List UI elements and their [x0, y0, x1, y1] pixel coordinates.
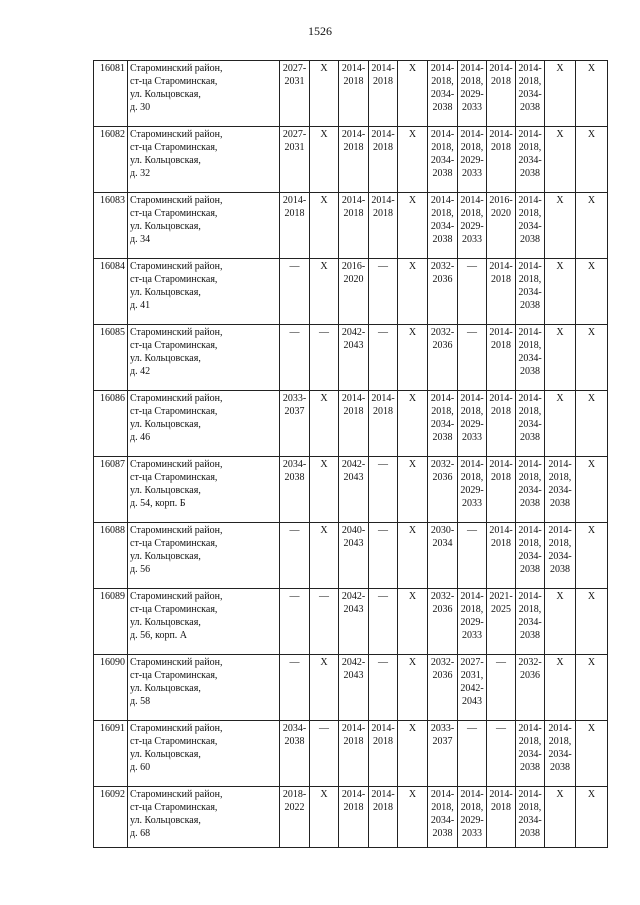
address-cell	[128, 655, 280, 721]
period-cell: 2034- 2038	[280, 721, 310, 787]
address-line: ст-ца Староминская,	[130, 340, 218, 351]
address-line: ул. Кольцовская,	[130, 617, 201, 628]
period-cell: 2014- 2018	[369, 127, 398, 193]
period-cell: 2018- 2022	[280, 787, 310, 848]
period-cell: 2014- 2018	[487, 523, 516, 589]
period-cell: 2014- 2018, 2034- 2038	[428, 787, 458, 848]
period-cell: Х	[398, 259, 428, 325]
table-row	[94, 457, 608, 523]
period-cell: 2014- 2018	[339, 193, 369, 259]
period-cell: Х	[576, 655, 608, 721]
period-cell: Х	[398, 787, 428, 848]
period-cell: 2014- 2018, 2029- 2033	[458, 589, 487, 655]
period-cell: 2032- 2036	[428, 259, 458, 325]
period-cell: 2014- 2018, 2034- 2038	[545, 457, 576, 523]
period-cell: 2042- 2043	[339, 589, 369, 655]
address-line: ст-ца Староминская,	[130, 538, 218, 549]
period-cell: —	[310, 325, 339, 391]
table-row	[94, 193, 608, 259]
table-row	[94, 721, 608, 787]
period-cell: —	[280, 325, 310, 391]
address-cell	[128, 127, 280, 193]
period-cell: 2033- 2037	[428, 721, 458, 787]
page-number: 1526	[308, 24, 332, 38]
period-cell: Х	[576, 193, 608, 259]
table-row	[94, 655, 608, 721]
row-number: 16083	[94, 193, 128, 259]
address-line: ул. Кольцовская,	[130, 353, 201, 364]
period-cell: 2014- 2018, 2034- 2038	[516, 61, 545, 127]
address-line: ст-ца Староминская,	[130, 406, 218, 417]
period-cell: 2030- 2034	[428, 523, 458, 589]
period-cell: 2032- 2036	[428, 655, 458, 721]
period-cell: 2014- 2018, 2034- 2038	[516, 391, 545, 457]
period-cell: Х	[576, 127, 608, 193]
table-row	[94, 259, 608, 325]
address-line: Староминский район,	[130, 591, 223, 602]
address-line: ул. Кольцовская,	[130, 683, 201, 694]
period-cell: 2014- 2018, 2029- 2033	[458, 457, 487, 523]
period-cell: Х	[545, 259, 576, 325]
period-cell: —	[369, 259, 398, 325]
address-line: ст-ца Староминская,	[130, 274, 218, 285]
address-line: Староминский район,	[130, 393, 223, 404]
row-number: 16085	[94, 325, 128, 391]
address-line: д. 68	[130, 828, 151, 839]
address-line: ул. Кольцовская,	[130, 155, 201, 166]
address-line: д. 41	[130, 300, 151, 311]
period-cell: 2014- 2018, 2034- 2038	[516, 127, 545, 193]
row-number: 16091	[94, 721, 128, 787]
period-cell: Х	[576, 589, 608, 655]
period-cell: —	[280, 655, 310, 721]
schedule-table	[93, 60, 608, 848]
period-cell: Х	[545, 193, 576, 259]
period-cell: Х	[576, 721, 608, 787]
period-cell: Х	[398, 523, 428, 589]
address-cell	[128, 721, 280, 787]
period-cell: 2014- 2018, 2034- 2038	[516, 259, 545, 325]
period-cell: 2014- 2018, 2034- 2038	[516, 787, 545, 848]
period-cell: Х	[310, 457, 339, 523]
period-cell: 2014- 2018	[487, 787, 516, 848]
table-row	[94, 589, 608, 655]
period-cell: Х	[545, 61, 576, 127]
address-cell	[128, 589, 280, 655]
address-line: д. 60	[130, 762, 151, 773]
address-line: ст-ца Староминская,	[130, 472, 218, 483]
period-cell: Х	[310, 127, 339, 193]
address-cell	[128, 523, 280, 589]
address-line: ул. Кольцовская,	[130, 419, 201, 430]
period-cell: —	[458, 259, 487, 325]
period-cell: Х	[545, 325, 576, 391]
address-line: ул. Кольцовская,	[130, 89, 201, 100]
period-cell: —	[310, 589, 339, 655]
period-cell: Х	[576, 325, 608, 391]
period-cell: 2032- 2036	[428, 457, 458, 523]
period-cell: —	[458, 325, 487, 391]
address-line: ст-ца Староминская,	[130, 802, 218, 813]
period-cell: Х	[310, 193, 339, 259]
period-cell: Х	[398, 655, 428, 721]
period-cell: 2014- 2018, 2034- 2038	[428, 391, 458, 457]
address-line: ст-ца Староминская,	[130, 670, 218, 681]
period-cell: 2014- 2018, 2034- 2038	[516, 193, 545, 259]
period-cell: Х	[310, 787, 339, 848]
table-row	[94, 523, 608, 589]
period-cell: 2014- 2018, 2029- 2033	[458, 127, 487, 193]
address-line: ул. Кольцовская,	[130, 221, 201, 232]
period-cell: 2027- 2031	[280, 127, 310, 193]
period-cell: 2014- 2018, 2034- 2038	[545, 523, 576, 589]
period-cell: 2014- 2018, 2034- 2038	[516, 325, 545, 391]
address-line: д. 30	[130, 102, 151, 113]
address-line: ул. Кольцовская,	[130, 287, 201, 298]
period-cell: Х	[398, 193, 428, 259]
period-cell: Х	[398, 61, 428, 127]
period-cell: 2021- 2025	[487, 589, 516, 655]
period-cell: Х	[310, 523, 339, 589]
period-cell: 2014- 2018	[339, 787, 369, 848]
row-number: 16082	[94, 127, 128, 193]
address-line: ст-ца Староминская,	[130, 208, 218, 219]
period-cell: 2014- 2018, 2034- 2038	[516, 589, 545, 655]
table-row	[94, 61, 608, 127]
period-cell: 2014- 2018	[487, 61, 516, 127]
period-cell: 2014- 2018	[369, 721, 398, 787]
period-cell: 2042- 2043	[339, 655, 369, 721]
period-cell: 2014- 2018	[369, 787, 398, 848]
address-cell	[128, 259, 280, 325]
address-line: д. 32	[130, 168, 151, 179]
period-cell: 2014- 2018	[339, 127, 369, 193]
address-cell	[128, 787, 280, 848]
table-row	[94, 325, 608, 391]
address-line: ст-ца Староминская,	[130, 736, 218, 747]
period-cell: Х	[310, 61, 339, 127]
row-number: 16089	[94, 589, 128, 655]
period-cell: 2016- 2020	[339, 259, 369, 325]
period-cell: Х	[545, 655, 576, 721]
period-cell: Х	[576, 259, 608, 325]
address-line: Староминский район,	[130, 195, 223, 206]
address-cell	[128, 457, 280, 523]
period-cell: Х	[576, 457, 608, 523]
period-cell: 2014- 2018, 2029- 2033	[458, 787, 487, 848]
period-cell: Х	[398, 127, 428, 193]
table-body	[94, 61, 608, 848]
period-cell: Х	[310, 259, 339, 325]
address-line: Староминский район,	[130, 261, 223, 272]
period-cell: 2014- 2018, 2029- 2033	[458, 61, 487, 127]
period-cell: Х	[545, 787, 576, 848]
period-cell: —	[369, 523, 398, 589]
period-cell: 2042- 2043	[339, 325, 369, 391]
period-cell: 2014- 2018	[487, 259, 516, 325]
address-line: ст-ца Староминская,	[130, 142, 218, 153]
period-cell: Х	[398, 457, 428, 523]
period-cell: 2014- 2018, 2029- 2033	[458, 391, 487, 457]
address-line: ул. Кольцовская,	[130, 485, 201, 496]
row-number: 16088	[94, 523, 128, 589]
period-cell: Х	[545, 589, 576, 655]
period-cell: Х	[576, 61, 608, 127]
period-cell: —	[310, 721, 339, 787]
period-cell: 2014- 2018, 2034- 2038	[516, 457, 545, 523]
address-line: Староминский район,	[130, 657, 223, 668]
period-cell: 2014- 2018	[280, 193, 310, 259]
period-cell: —	[369, 457, 398, 523]
period-cell: 2014- 2018	[369, 391, 398, 457]
period-cell: Х	[398, 589, 428, 655]
row-number: 16092	[94, 787, 128, 848]
period-cell: —	[369, 655, 398, 721]
period-cell: —	[487, 721, 516, 787]
address-line: Староминский район,	[130, 789, 223, 800]
period-cell: 2014- 2018	[339, 391, 369, 457]
period-cell: 2014- 2018, 2034- 2038	[545, 721, 576, 787]
period-cell: 2032- 2036	[428, 325, 458, 391]
period-cell: 2014- 2018, 2029- 2033	[458, 193, 487, 259]
address-line: ул. Кольцовская,	[130, 749, 201, 760]
period-cell: 2032- 2036	[428, 589, 458, 655]
row-number: 16087	[94, 457, 128, 523]
address-line: ул. Кольцовская,	[130, 551, 201, 562]
address-line: ст-ца Староминская,	[130, 76, 218, 87]
address-line: Староминский район,	[130, 327, 223, 338]
row-number: 16090	[94, 655, 128, 721]
period-cell: 2027- 2031	[280, 61, 310, 127]
period-cell: Х	[398, 721, 428, 787]
period-cell: 2014- 2018, 2034- 2038	[428, 193, 458, 259]
period-cell: Х	[545, 391, 576, 457]
address-line: д. 54, корп. Б	[130, 498, 186, 509]
address-line: Староминский район,	[130, 129, 223, 140]
period-cell: 2014- 2018	[487, 457, 516, 523]
address-cell	[128, 193, 280, 259]
period-cell: 2014- 2018, 2034- 2038	[516, 523, 545, 589]
period-cell: 2033- 2037	[280, 391, 310, 457]
address-line: Староминский район,	[130, 723, 223, 734]
row-number: 16084	[94, 259, 128, 325]
period-cell: 2014- 2018	[369, 61, 398, 127]
address-line: Староминский район,	[130, 525, 223, 536]
period-cell: 2034- 2038	[280, 457, 310, 523]
address-line: д. 42	[130, 366, 151, 377]
period-cell: Х	[576, 391, 608, 457]
period-cell: Х	[310, 655, 339, 721]
period-cell: —	[369, 325, 398, 391]
period-cell: Х	[398, 391, 428, 457]
period-cell: 2027- 2031, 2042- 2043	[458, 655, 487, 721]
period-cell: 2014- 2018	[487, 127, 516, 193]
period-cell: Х	[398, 325, 428, 391]
table-row	[94, 127, 608, 193]
table-row	[94, 391, 608, 457]
table-row	[94, 787, 608, 848]
period-cell: 2014- 2018, 2034- 2038	[428, 61, 458, 127]
row-number: 16081	[94, 61, 128, 127]
row-number: 16086	[94, 391, 128, 457]
period-cell: Х	[310, 391, 339, 457]
address-cell	[128, 325, 280, 391]
address-line: ул. Кольцовская,	[130, 815, 201, 826]
address-line: д. 56	[130, 564, 151, 575]
period-cell: 2042- 2043	[339, 457, 369, 523]
period-cell: 2016- 2020	[487, 193, 516, 259]
period-cell: 2014- 2018	[487, 325, 516, 391]
period-cell: 2040- 2043	[339, 523, 369, 589]
period-cell: 2014- 2018	[369, 193, 398, 259]
period-cell: Х	[545, 127, 576, 193]
address-line: д. 56, корп. А	[130, 630, 188, 641]
address-line: д. 46	[130, 432, 151, 443]
period-cell: 2014- 2018	[339, 61, 369, 127]
address-line: д. 34	[130, 234, 151, 245]
period-cell: 2014- 2018	[487, 391, 516, 457]
period-cell: 2032- 2036	[516, 655, 545, 721]
period-cell: —	[369, 589, 398, 655]
period-cell: 2014- 2018	[339, 721, 369, 787]
period-cell: 2014- 2018, 2034- 2038	[428, 127, 458, 193]
address-line: Староминский район,	[130, 63, 223, 74]
period-cell: Х	[576, 787, 608, 848]
address-line: д. 58	[130, 696, 151, 707]
period-cell: —	[280, 523, 310, 589]
period-cell: —	[458, 721, 487, 787]
period-cell: —	[280, 259, 310, 325]
period-cell: 2014- 2018, 2034- 2038	[516, 721, 545, 787]
period-cell: —	[458, 523, 487, 589]
period-cell: —	[487, 655, 516, 721]
address-line: ст-ца Староминская,	[130, 604, 218, 615]
address-cell	[128, 391, 280, 457]
address-cell	[128, 61, 280, 127]
period-cell: Х	[576, 523, 608, 589]
address-line: Староминский район,	[130, 459, 223, 470]
period-cell: —	[280, 589, 310, 655]
